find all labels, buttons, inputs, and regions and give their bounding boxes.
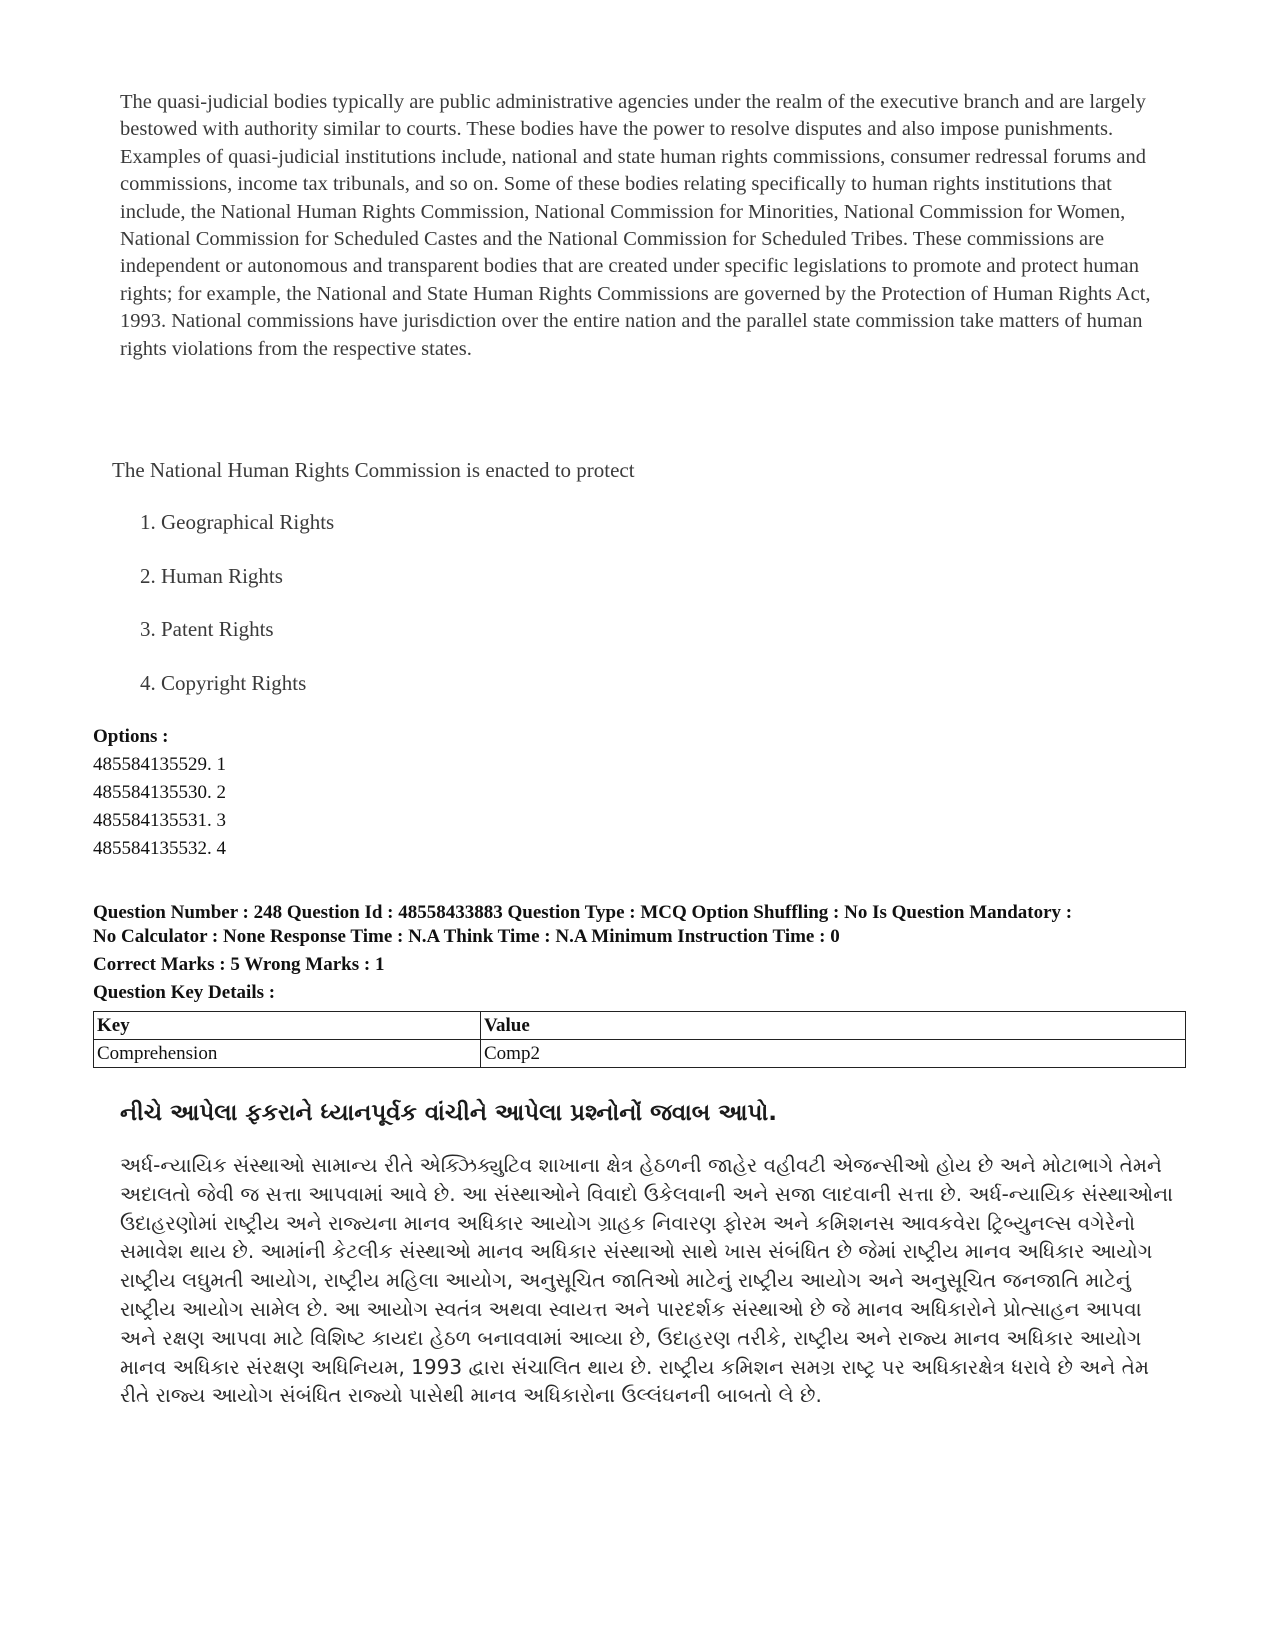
key-details-table: [93, 1011, 1186, 1068]
table-cell-key: Comprehension: [94, 1040, 481, 1068]
options-block: [93, 723, 226, 863]
table-header-row: [94, 1012, 1186, 1040]
question-meta: [93, 901, 1193, 1005]
choice-item: 3. Patent Rights: [140, 617, 274, 641]
option-id-item: 485584135530. 2: [93, 782, 226, 803]
option-id-item: 485584135532. 4: [93, 838, 226, 859]
gujarati-heading: નીચે આપેલા ફકરાને ધ્યાનપૂર્વક વાંચીને આપેલા પ્રશ્નોનોં જવાબ આપો.: [120, 1100, 777, 1126]
choice-item: 4. Copyright Rights: [140, 670, 307, 695]
option-id-item: 485584135529. 1: [93, 754, 226, 775]
english-passage: The quasi-judicial bodies typically are public administrative agencies under the realm of the executive branch and are largely bestowed with authority similar to courts. These bodies have the power to resolve disputes and also impose punishments. Examples of quasi-judicial institutions include, national and state human rights commissions, consumer redressal forums and commissions, income tax tribunals, and so on. Some of these bodies relating specifically to human rights institutions that include, the National Human Rights Commission, National Commission for Minorities, National Commission for Women, National Commission for Scheduled Castes and the National Commission for Scheduled Tribes. These commissions are independent or autonomous and transparent bodies that are created under specific legislations to promote and protect human rights; for example, the National and State Human Rights Commissions are governed by the Protection of Human Rights Act, 1993. National commissions have jurisdiction over the entire nation and the parallel state commission take matters of human rights violations from the respective states.: [120, 91, 1151, 360]
table-row: [94, 1040, 1186, 1068]
table-cell-value: Comp2: [481, 1040, 1186, 1068]
marks-line: Correct Marks : 5 Wrong Marks : 1: [93, 954, 385, 975]
choice-item: 1. Geographical Rights: [140, 510, 335, 534]
gujarati-passage: અર્ધ-ન્યાયિક સંસ્થાઓ સામાન્ય રીતે એક્ઝિક્યુટિવ શાખાના ક્ષેત્ર હેઠળની જાહેર વહીવટી એજન્સીઓ હોય છે અને મોટાભાગે તેમને અદાલતો જેવી જ સત્તા આપવામાં આવે છે. આ સંસ્થાઓને વિવાદો ઉકેલવાની અને સજા લાદવાની સત્તા છે. અર્ધ-ન્યાયિક સંસ્થાઓના ઉદાહરણોમાં રાષ્ટ્રીય અને રાજ્યના માનવ અધિકાર આયોગ ગ્રાહક નિવારણ ફોરમ અને કમિશનસ આવકવેરા ટ્રિબ્યુનલ્સ વગેરેનો સમાવેશ થાય છે. આમાંની કેટલીક સંસ્થાઓ માનવ અધિકાર સંસ્થાઓ સાથે ખાસ સંબંધિત છે જેમાં રાષ્ટ્રીય માનવ અધિકાર આયોગ રાષ્ટ્રીય લઘુમતી આયોગ, રાષ્ટ્રીય મહિલા આયોગ, અનુસૂચિત જાતિઓ માટેનું રાષ્ટ્રીય આયોગ અને અનુસૂચિત જનજાતિ માટેનું રાષ્ટ્રીય આયોગ સામેલ છે. આ આયોગ સ્વતંત્ર અથવા સ્વાયત્ત અને પારદર્શક સંસ્થાઓ છે જે માનવ અધિકારોને પ્રોત્સાહન આપવા અને રક્ષણ આપવા માટે વિશિષ્ટ કાયદા હેઠળ બનાવવામાં આવ્યા છે, ઉદાહરણ તરીકે, રાષ્ટ્રીય અને રાજ્ય માનવ અધિકાર આયોગ માનવ અધિકાર સંરક્ષણ અધિનિયમ, 1993 દ્વારા સંચાલિત થાય છે. રાષ્ટ્રીય કમિશન સમગ્ર રાષ્ટ્ર પર અધિકારક્ષેત્ર ધરાવે છે અને તેમ રીતે રાજ્ય આયોગ સંબંધિત રાજ્યો પાસેથી માનવ અધિકારોના ઉલ્લંઘનની બાબતો લે છે.: [120, 1153, 1174, 1408]
table-header-value: Value: [481, 1012, 1186, 1040]
meta-line-2: No Calculator : None Response Time : N.A Think Time : N.A Minimum Instruction Time : 0: [93, 926, 840, 947]
meta-line-1: Question Number : 248 Question Id : 48558433883 Question Type : MCQ Option Shuffling : No Is Question Mandatory :: [93, 902, 1073, 923]
question-stem: The National Human Rights Commission is enacted to protect: [112, 458, 635, 482]
choice-item: 2. Human Rights: [140, 563, 283, 588]
table-header-key: Key: [94, 1012, 481, 1040]
key-details-title: Question Key Details :: [93, 982, 276, 1003]
options-title: Options :: [93, 726, 169, 747]
question-choices: [140, 510, 334, 724]
option-id-item: 485584135531. 3: [93, 810, 226, 831]
